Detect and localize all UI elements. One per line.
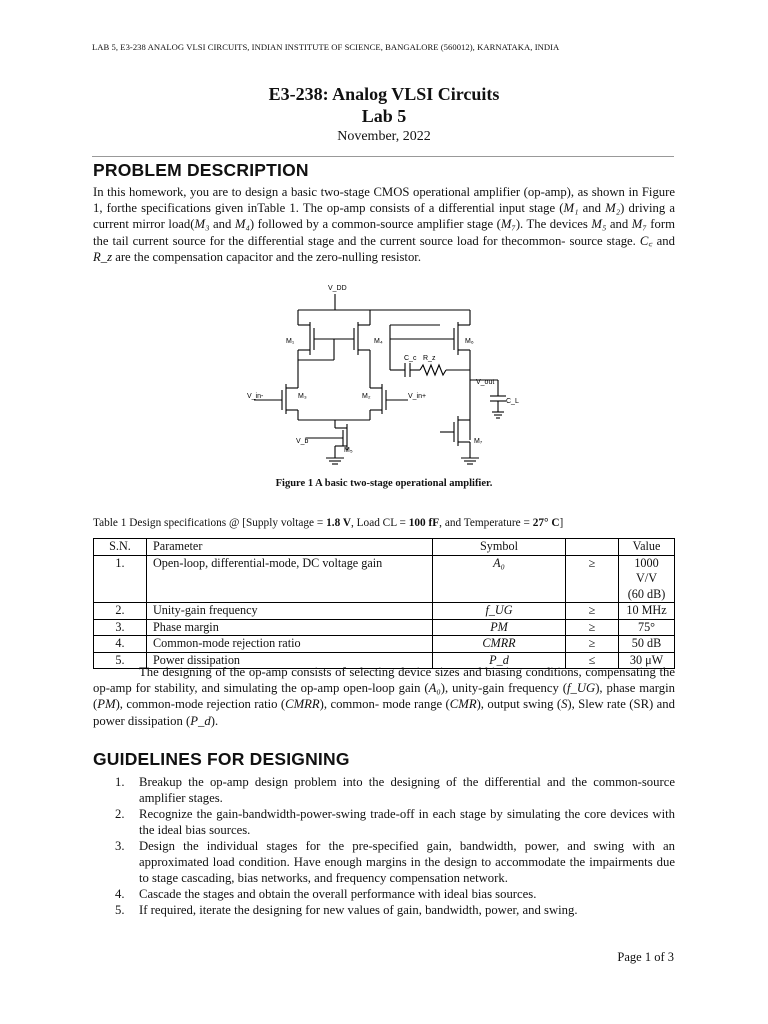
cell-sn: 3. <box>94 619 147 636</box>
col-header-sn: S.N. <box>94 539 147 556</box>
list-item-number: 5. <box>115 903 125 917</box>
design-paragraph: The designing of the op-amp consists of selecting device sizes and biasing conditions, compensating the op-amp for stability, and simulating the op-amp open-loop gain (A₀), unity-gain frequency (f_UG), phase margin (PM), common-mode rejection ratio (CMRR), common- mode range (CMR), output swing (S), Slew rate (SR) and power dissipation (P_d). <box>93 665 675 728</box>
label-m6: M₆ <box>465 338 474 345</box>
label-m5: M₅ <box>344 447 353 454</box>
cell-value: 1000 V/V (60 dB) <box>619 555 675 603</box>
table-row <box>94 636 675 653</box>
title-rule <box>92 156 674 157</box>
label-m3: M₃ <box>298 393 307 400</box>
cell-value: 75° <box>619 619 675 636</box>
cell-operator: ≥ <box>566 619 619 636</box>
page-number: Page 1 of 3 <box>617 950 674 964</box>
list-item-number: 3. <box>115 839 125 853</box>
title-block <box>0 84 768 146</box>
list-item-text: Design the individual stages for the pre-specified gain, bandwidth, power, and swing with an approximated load condition. Have enough margins in the design to accommodate the impairments due to stage cascading, bias networks, and frequency compensation network. <box>139 839 675 885</box>
list-item-number: 2. <box>115 807 125 821</box>
cell-sn: 2. <box>94 603 147 620</box>
document-title: E3-238: Analog VLSI Circuits <box>268 84 500 104</box>
list-item <box>93 838 675 886</box>
list-item-number: 4. <box>115 887 125 901</box>
table-caption: Table 1 Design specifications @ [Supply voltage = 1.8 V, Load CL = 100 fF, and Temperature = 27° C] <box>93 517 564 529</box>
label-cl: C_L <box>506 398 519 405</box>
col-header-value: Value <box>619 539 675 556</box>
document-date: November, 2022 <box>337 129 431 144</box>
list-item-text: Recognize the gain-bandwidth-power-swing trade-off in each stage by simulating the core devices with the ideal bias sources. <box>139 807 675 837</box>
cell-symbol: f_UG <box>433 603 566 620</box>
col-header-parameter: Parameter <box>147 539 433 556</box>
cell-symbol: PM <box>433 619 566 636</box>
col-header-symbol: Symbol <box>433 539 566 556</box>
list-item-number: 1. <box>115 775 125 789</box>
list-item <box>93 774 675 806</box>
label-vin-neg: V_in- <box>247 393 264 400</box>
list-item-text: Cascade the stages and obtain the overall performance with ideal bias sources. <box>139 887 537 901</box>
label-m1: M₁ <box>286 338 295 345</box>
list-item-text: Breakup the op-amp design problem into the designing of the differential and the common-source amplifier stages. <box>139 775 675 805</box>
table-row <box>94 603 675 620</box>
list-item <box>93 806 675 838</box>
problem-heading: PROBLEM DESCRIPTION <box>93 160 309 180</box>
list-item <box>93 886 675 902</box>
label-m7: M₇ <box>474 438 483 445</box>
label-m2: M₂ <box>362 393 371 400</box>
cell-sn: 5. <box>94 652 147 669</box>
label-cc: C_c <box>404 355 417 362</box>
cell-parameter: Phase margin <box>147 619 433 636</box>
running-header: LAB 5, E3-238 ANALOG VLSI CIRCUITS, INDIAN INSTITUTE OF SCIENCE, BANGALORE (560012), KARNATAKA, INDIA <box>92 42 560 52</box>
cell-symbol: CMRR <box>433 636 566 653</box>
figure-caption: Figure 1 A basic two-stage operational amplifier. <box>275 478 493 489</box>
cell-value: 50 dB <box>619 636 675 653</box>
col-header-operator <box>566 539 619 556</box>
cell-symbol: A₀ <box>433 555 566 603</box>
table-row <box>94 555 675 603</box>
label-vout: V_out <box>476 379 495 386</box>
label-vb: V_b <box>296 438 309 445</box>
list-item <box>93 902 675 918</box>
problem-paragraph: In this homework, you are to design a basic two-stage CMOS operational amplifier (op-amp), as shown in Figure 1, forthe specifications given inTable 1. The op-amp consists of a differential input stage (M₁ and M₂) driving a current mirror load(M₃ and M₄) followed by a common-source amplifier stage (M₇). The devices M₅ and M₇ form the tail current source for the differential stage and the current source load for thecommon- source stage. C꜀ and R_z are the compensation capacitor and the zero-nulling resistor. <box>93 185 675 264</box>
label-vdd: V_DD <box>328 285 347 292</box>
cell-operator: ≥ <box>566 603 619 620</box>
document-subtitle: Lab 5 <box>361 106 407 126</box>
list-item-text: If required, iterate the designing for new values of gain, bandwidth, power, and swing. <box>139 903 578 917</box>
cell-sn: 4. <box>94 636 147 653</box>
opamp-schematic <box>240 280 530 470</box>
cell-parameter: Power dissipation <box>147 652 433 669</box>
cell-value: 30 μW <box>619 652 675 669</box>
guidelines-heading: GUIDELINES FOR DESIGNING <box>93 749 350 769</box>
table-header-row <box>94 539 675 556</box>
cell-value: 10 MHz <box>619 603 675 620</box>
guidelines-list <box>93 774 675 918</box>
table-row <box>94 619 675 636</box>
cell-parameter: Open-loop, differential-mode, DC voltage gain <box>147 555 433 603</box>
cell-operator: ≤ <box>566 652 619 669</box>
label-m4: M₄ <box>374 338 383 345</box>
cell-parameter: Unity-gain frequency <box>147 603 433 620</box>
cell-parameter: Common-mode rejection ratio <box>147 636 433 653</box>
label-rz: R_z <box>423 355 436 362</box>
spec-table <box>93 538 675 669</box>
cell-operator: ≥ <box>566 636 619 653</box>
cell-sn: 1. <box>94 555 147 603</box>
cell-operator: ≥ <box>566 555 619 603</box>
cell-symbol: P_d <box>433 652 566 669</box>
label-vin-pos: V_in+ <box>408 393 427 400</box>
